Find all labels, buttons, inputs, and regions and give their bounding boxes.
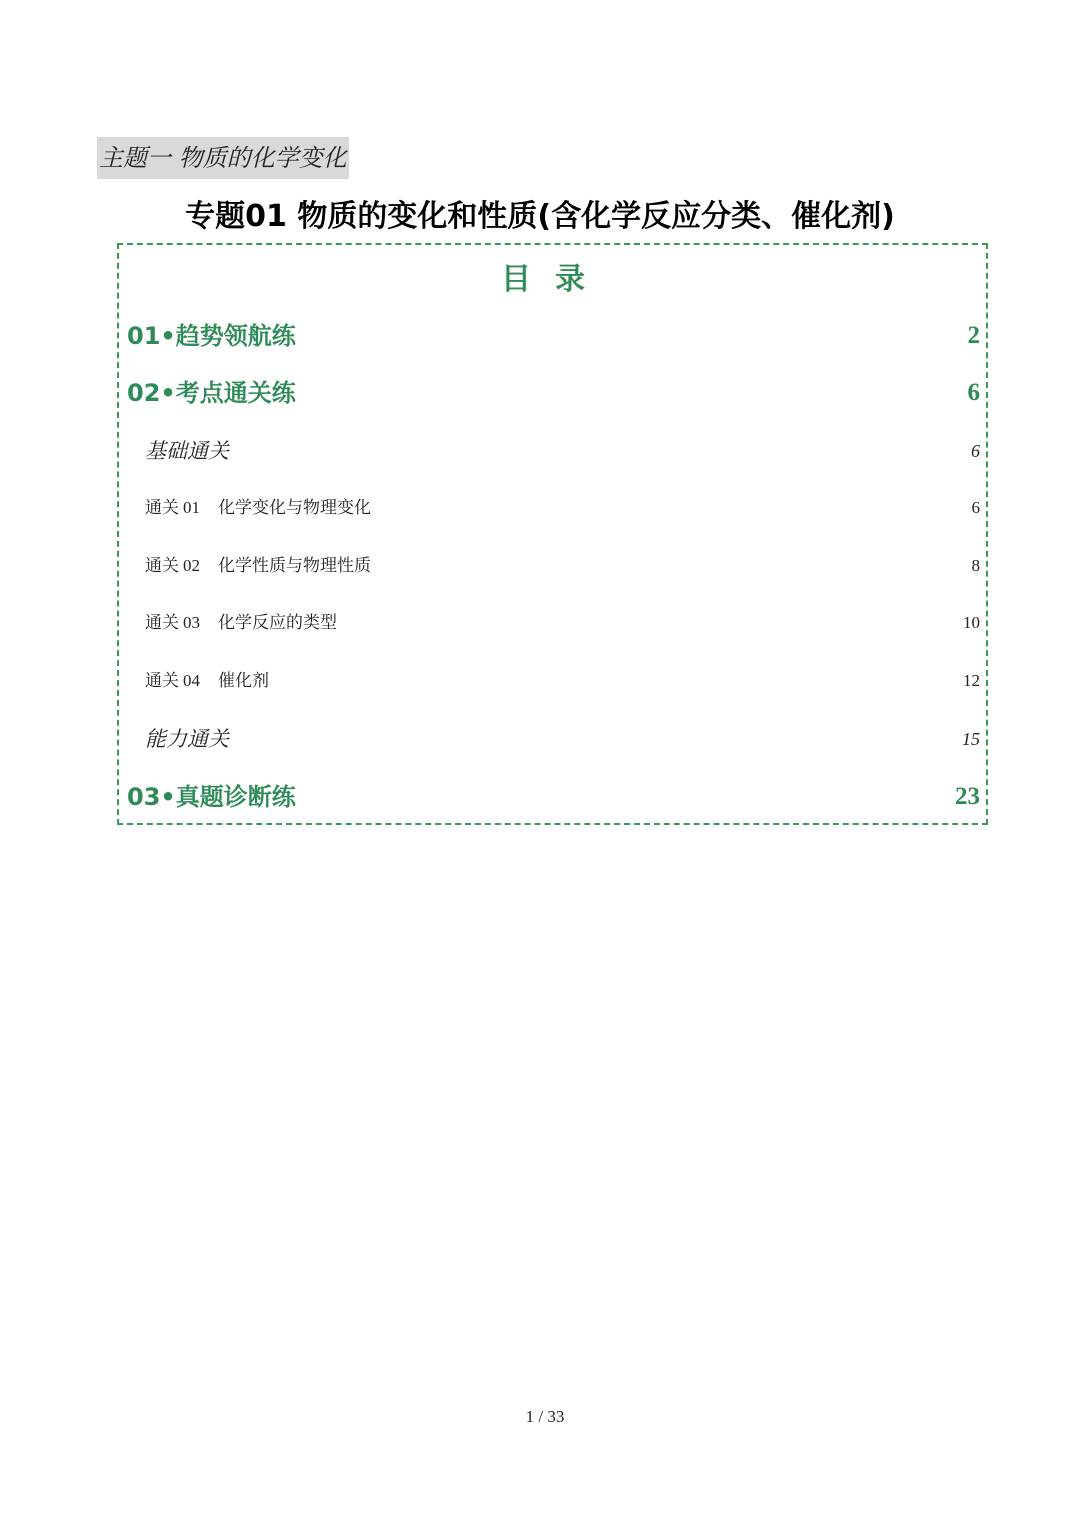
toc-item-page: 10 xyxy=(963,613,980,632)
toc-heading: 目录 xyxy=(501,262,609,297)
toc-item-label: 化学变化与物理变化 xyxy=(218,498,371,518)
toc-item-ability[interactable] xyxy=(0,719,1080,759)
toc-item-basic[interactable] xyxy=(0,431,1080,471)
toc-item-page: 23 xyxy=(955,783,980,810)
toc-item-page: 15 xyxy=(962,729,980,749)
toc-item-page: 6 xyxy=(967,379,980,406)
toc-item-pass-03[interactable] xyxy=(0,603,1080,643)
toc-item-checkpoint[interactable] xyxy=(0,373,1080,413)
toc-item-prefix: 通关 xyxy=(145,671,179,691)
document-title: 专题01 物质的变化和性质(含化学反应分类、催化剂) xyxy=(185,199,895,234)
toc-item-prefix: 通关 xyxy=(145,556,179,576)
toc-item-label: 催化剂 xyxy=(218,671,269,691)
toc-item-exam[interactable] xyxy=(0,777,1080,817)
topic-tag: 主题一 物质的化学变化 xyxy=(97,137,349,179)
toc-item-page: 12 xyxy=(963,671,980,690)
toc-item-number: 01 xyxy=(183,498,200,517)
toc-item-label: 化学反应的类型 xyxy=(218,613,337,633)
toc-item-trend[interactable] xyxy=(0,316,1080,356)
toc-item-label: 能力通关 xyxy=(145,727,229,751)
toc-item-label: 基础通关 xyxy=(145,439,229,463)
toc-item-pass-01[interactable] xyxy=(0,488,1080,528)
toc-item-number: 03 xyxy=(183,613,200,632)
toc-item-number: 02 xyxy=(183,556,200,575)
toc-item-pass-02[interactable] xyxy=(0,546,1080,586)
toc-item-number: 04 xyxy=(183,671,200,690)
toc-item-label: 01•趋势领航练 xyxy=(127,322,296,350)
toc-item-page: 8 xyxy=(971,556,980,575)
toc-item-label: 02•考点通关练 xyxy=(127,379,296,407)
toc-item-label: 化学性质与物理性质 xyxy=(218,556,371,576)
toc-item-page: 2 xyxy=(967,322,980,349)
toc-item-label: 03•真题诊断练 xyxy=(127,783,296,811)
toc-item-pass-04[interactable] xyxy=(0,661,1080,701)
page-indicator: 1 / 33 xyxy=(525,1407,565,1426)
toc-item-prefix: 通关 xyxy=(145,613,179,633)
toc-item-page: 6 xyxy=(971,498,980,517)
toc-item-page: 6 xyxy=(971,441,980,461)
toc-item-prefix: 通关 xyxy=(145,498,179,518)
